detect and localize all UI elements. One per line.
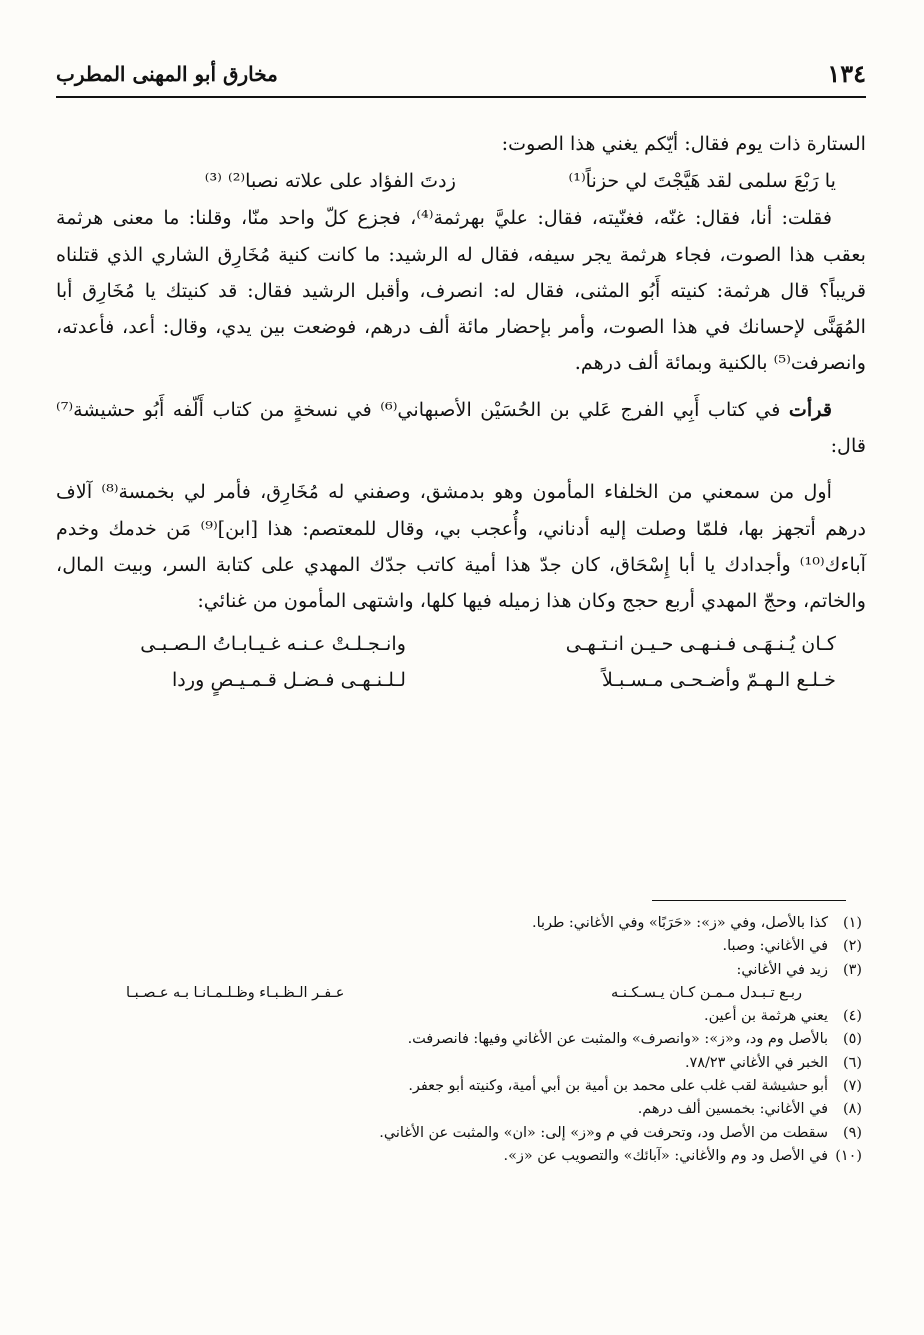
- main-text: [56, 126, 866, 698]
- footnote-2: [56, 935, 862, 958]
- running-title: مخارق أبو المهنى المطرب: [56, 62, 278, 86]
- paragraph-2: فقلت: أنا، فقال: غنّه، فغنّيته، فقال: عليَّ بهرثمة⁽⁴⁾، فجزع كلّ واحد منّا، وقلنا: ما معنى هرثمة بعقب هذا الصوت، فجاء هرثمة يجر سيفه، فقال له الرشيد: ما كانت كنية مُخَارِق الشاري الذي قتلناه قريباً؟ قال هرثمة: كنيته أَبُو المثنى، فقال له: انصرف، وأقبل الرشيد فقال: قد كنيتك يا مُخَارِق أبا المُهَنَّى لإحسانك في هذا الصوت، وأمر بإحضار مائة ألف درهم، فوضعت بين يدي، وقال: أعد، فأعدته، وانصرفت⁽⁵⁾ بالكنية وبمائة ألف درهم.: [56, 206, 866, 375]
- footnote-8: [56, 1098, 862, 1121]
- footnote-3: [56, 959, 862, 982]
- paragraph-1: الستارة ذات يوم فقال: أيّكم يغني هذا الصوت:: [501, 132, 866, 155]
- footnote-1: [56, 912, 862, 935]
- paragraph-3: [56, 392, 866, 465]
- footnote-verse-hemistich-2: عـفـر الـظـبـاء وظـلـمـانـا بـه عـصـبـا: [126, 984, 345, 1001]
- footnote-number: (٨): [843, 1101, 862, 1118]
- footnote-separator: [652, 900, 846, 901]
- verse-hemistich-1: يا رَبْعَ سلمى لقد هَيَّجْتَ لي حزناً⁽¹⁾: [568, 169, 836, 193]
- footnote-text: في الأصل ود وم والأغاني: «آبائك» والتصويب عن «ز».: [503, 1147, 828, 1164]
- footnote-number: (١): [843, 915, 862, 931]
- poem-line-2-hemistich-1: خـلـع الـهـمّ وأضـحـى مـسـبـلاً: [601, 667, 836, 691]
- footnote-number: (٥): [843, 1031, 862, 1048]
- paragraph-4: أول من سمعني من الخلفاء المأمون وهو بدمشق، وصفني له مُخَارِق، فأمر لي بخمسة⁽⁸⁾ آلاف درهم أتجهز بها، فلمّا وصلت إليه أدناني، وأُعجب بي، وقال للمعتصم: هذا [ابن]⁽⁹⁾ مَن خدمك وخدم آباءك⁽¹⁰⁾ وأجدادك يا أبا إِسْحَاق، كان جدّ هذا أمية كاتب جدّك المهدي على كتابة السر، وبيت المال، والخاتم، وحجّ المهدي أربع حجج وكان هذا زميله فيها كلها، واشتهى المأمون من غنائي:: [56, 480, 866, 613]
- poem-line-2-hemistich-2: لـلـنـهـى فـضـل قـمـيـصٍ وردا: [171, 667, 406, 691]
- paragraph-3-lead-word: قرأت: [788, 397, 832, 421]
- footnote-text: يعني هرثمة بن أعين.: [704, 1008, 828, 1025]
- footnote-5: [56, 1028, 862, 1051]
- footnote-4: [56, 1005, 862, 1028]
- footnotes: [56, 912, 862, 1168]
- page-header: [56, 54, 866, 88]
- paragraph-3-text: في كتاب أَبِي الفرج عَلي بن الحُسَيْن الأصبهاني⁽⁶⁾ في نسخةٍ من كتاب أَلّفه أَبُو حشيشة⁽⁷⁾ قال:: [56, 397, 866, 458]
- footnote-number: (٧): [843, 1078, 862, 1095]
- poem-line-1-hemistich-2: وانـجـلـتْ عـنـه غـيـابـاتُ الـصـبـى: [140, 631, 406, 655]
- footnote-number: (٤): [843, 1008, 862, 1025]
- footnote-7: [56, 1075, 862, 1098]
- footnote-text: سقطت من الأصل ود، وتحرفت في م و«ز» إلى: «ان» والمثبت عن الأغاني.: [379, 1124, 828, 1141]
- footnote-9: [56, 1122, 862, 1145]
- footnote-3-verse: [56, 982, 862, 1005]
- footnote-text: في الأغاني: بخمسين ألف درهم.: [637, 1101, 828, 1118]
- footnote-number: (٩): [843, 1124, 862, 1141]
- footnote-number: (٣): [843, 961, 862, 978]
- verse-hemistich-2: زدتَ الفؤاد على علاته نصبا⁽²⁾ ⁽³⁾: [204, 169, 456, 193]
- footnote-verse-hemistich-1: ربـع تـبـدل مـمـن كـان يـسـكـنـه: [610, 984, 802, 1001]
- poem-line-2: [56, 662, 866, 698]
- poem-line-1: [56, 626, 866, 662]
- footnote-text: زيد في الأغاني:: [736, 961, 828, 978]
- footnote-number: (١٠): [835, 1147, 862, 1164]
- footnote-10: [56, 1145, 862, 1168]
- footnote-text: بالأصل وم ود، و«ز»: «وانصرف» والمثبت عن الأغاني وفيها: فانصرفت.: [407, 1031, 828, 1048]
- footnote-text: أبو حشيشة لقب غلب على محمد بن أمية بن أبي أمية، وكنيته أبو جعفر.: [408, 1078, 828, 1095]
- header-rule: [56, 96, 866, 98]
- footnote-text: في الأغاني: وصبا.: [722, 938, 828, 955]
- poem-line-1-hemistich-1: كـان يُـنـهَـى فـنـهـى حـيـن انـتـهـى: [565, 631, 836, 655]
- footnote-number: (٢): [843, 938, 862, 955]
- page-number: ١٣٤: [827, 59, 866, 88]
- footnote-6: [56, 1052, 862, 1075]
- footnote-number: (٦): [843, 1054, 862, 1071]
- footnote-text: كذا بالأصل، وفي «ز»: «حَرَبًا» وفي الأغاني: طربا.: [532, 915, 828, 931]
- footnote-text: الخبر في الأغاني ٧٨/٢٣.: [684, 1054, 828, 1071]
- verse-line: [56, 162, 866, 200]
